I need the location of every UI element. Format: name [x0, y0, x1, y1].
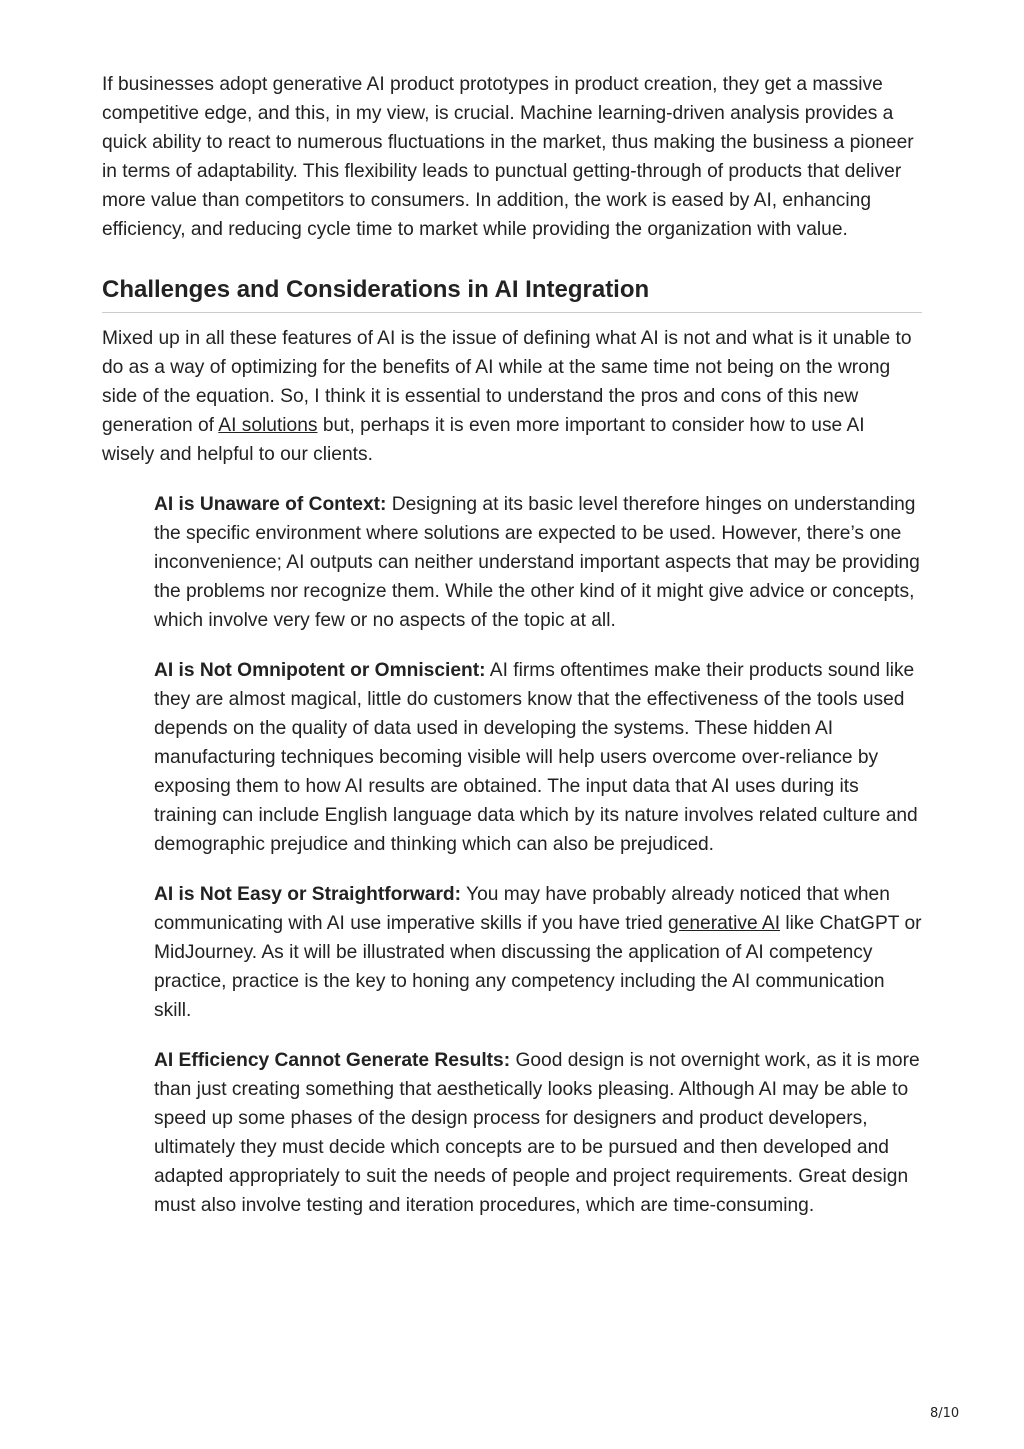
page-number: 8/10 — [930, 1406, 960, 1421]
document-page — [102, 70, 922, 1220]
section-lead-paragraph — [102, 324, 922, 469]
list-item-omnipotent — [154, 656, 922, 859]
item-text-before: You may have probably already noticed that when communicating with AI use imperative skills if you have tried — [154, 884, 890, 934]
intro-paragraph: If businesses adopt generative AI product prototypes in product creation, they get a massive competitive edge, and this, in my view, is crucial. Machine learning-driven analysis provides a quick ability to react to numerous fluctuations in the market, thus making the business a pioneer in terms of adaptability. This flexibility leads to punctual getting-through of products that deliver more value than competitors to consumers. In addition, the work is eased by AI, enhancing efficiency, and reducing cycle time to market while providing the organization with value. — [102, 74, 914, 240]
list-item-efficiency — [154, 1046, 922, 1220]
ai-solutions-link[interactable]: AI solutions — [218, 415, 318, 436]
lead-text-after: but, perhaps it is even more important to consider how to use AI wisely and helpful to our clients. — [102, 415, 865, 465]
item-title: AI is Not Omnipotent or Omniscient: — [154, 660, 486, 681]
item-text: Designing at its basic level therefore hinges on understanding the specific environment where solutions are expected to be used. However, there’s one inconvenience; AI outputs can neither understand important aspects that may be providing the problems nor recognize them. While the other kind of it might give advice or concepts, which involve very few or no aspects of the topic at all. — [154, 494, 920, 631]
generative-ai-link[interactable]: generative AI — [668, 913, 781, 934]
section-heading: Challenges and Considerations in AI Integration — [102, 275, 922, 313]
item-title: AI is Unaware of Context: — [154, 494, 387, 515]
item-title: AI Efficiency Cannot Generate Results: — [154, 1050, 511, 1071]
item-title: AI is Not Easy or Straightforward: — [154, 884, 462, 905]
item-text: AI firms oftentimes make their products sound like they are almost magical, little do customers know that the effectiveness of the tools used depends on the quality of data used in developing the systems. These hidden AI manufacturing techniques becoming visible will help users overcome over-reliance by exposing them to how AI results are obtained. The input data that AI uses during its training can include English language data which by its nature involves related culture and demographic prejudice and thinking which can also be prejudiced. — [154, 660, 918, 855]
item-text-after: like ChatGPT or MidJourney. As it will be illustrated when discussing the application of AI competency practice, practice is the key to honing any competency including the AI communication skill. — [154, 913, 922, 1021]
lead-text-before: Mixed up in all these features of AI is the issue of defining what AI is not and what is it unable to do as a way of optimizing for the benefits of AI while at the same time not being on the wrong side of the equation. So, I think it is essential to understand the pros and cons of this new generation of — [102, 328, 912, 436]
item-text: Good design is not overnight work, as it is more than just creating something that aesthetically looks pleasing. Although AI may be able to speed up some phases of the design process for designers and product developers, ultimately they must decide which concepts are to be pursued and then developed and adapted appropriately to suit the needs of people and project requirements. Great design must also involve testing and iteration procedures, which are time-consuming. — [154, 1050, 920, 1216]
list-item-easy — [154, 880, 922, 1025]
list-item-context — [154, 490, 922, 635]
